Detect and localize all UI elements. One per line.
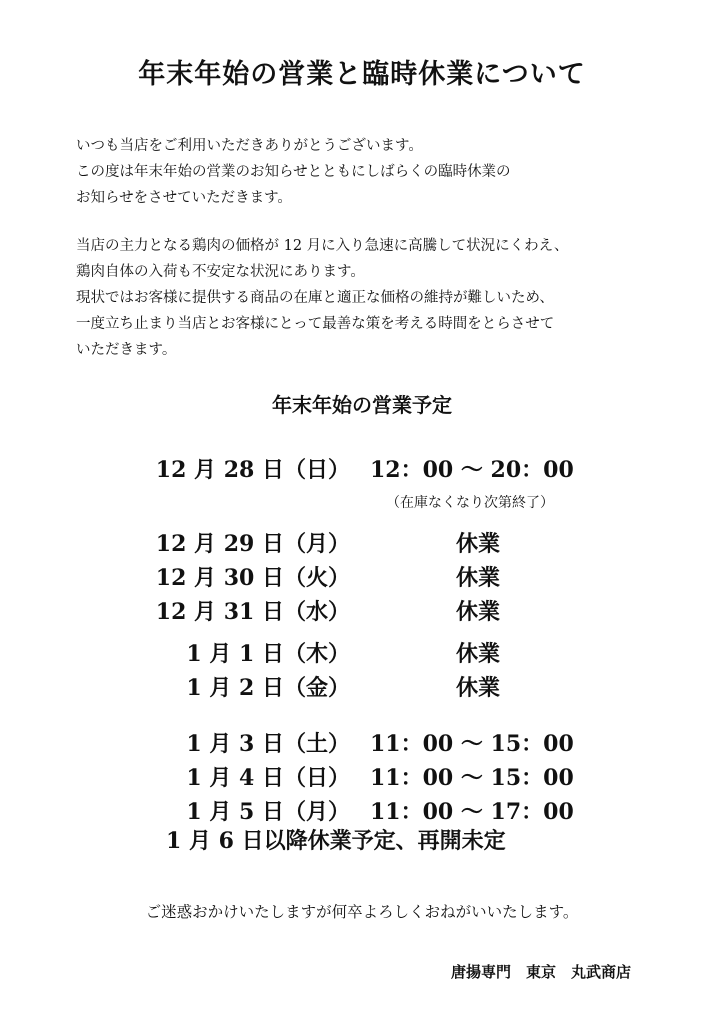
schedule-row xyxy=(0,671,724,705)
schedule-date: 12 月 29 日（月） xyxy=(155,531,350,557)
schedule-date: 12 月 31 日（水） xyxy=(155,599,350,625)
page-title: 年末年始の営業と臨時休業について xyxy=(138,59,586,90)
shop-signature: 唐揚専門 東京 丸武商店 xyxy=(451,963,632,981)
schedule-date: 1 月 1 日（木） xyxy=(186,641,350,667)
schedule-date: 1 月 3 日（土） xyxy=(186,731,350,757)
schedule-row xyxy=(0,527,724,561)
schedule-hours: 11：00 ～ 15：00 xyxy=(370,731,574,757)
schedule-row xyxy=(0,727,724,761)
reason-line: 当店の主力となる鶏肉の価格が 12 月に入り急速に高騰して状況にくわえ、 xyxy=(76,238,569,254)
schedule-title: 年末年始の営業予定 xyxy=(272,393,452,417)
reason-line: 一度立ち止まり当店とお客様にとって最善な策を考える時間をとらさせて xyxy=(76,316,555,332)
intro-line: この度は年末年始の営業のお知らせとともにしばらくの臨時休業の xyxy=(76,164,511,180)
schedule-note: （在庫なくなり次第終了） xyxy=(386,495,554,511)
schedule-row xyxy=(0,453,724,487)
intro-line: いつも当店をご利用いただきありがとうございます。 xyxy=(76,138,423,154)
schedule-row xyxy=(0,761,724,795)
reason-line: 現状ではお客様に提供する商品の在庫と適正な価格の維持が難しいため、 xyxy=(76,290,554,306)
reason-paragraph xyxy=(76,233,569,363)
schedule-date: 12 月 30 日（火） xyxy=(155,565,350,591)
schedule-hours: 12：00 ～ 20：00 xyxy=(370,457,574,483)
schedule-hours: 11：00 ～ 17：00 xyxy=(370,799,574,825)
schedule-closed-label: 休業 xyxy=(456,599,501,625)
schedule-row xyxy=(0,637,724,671)
schedule-date: 1 月 2 日（金） xyxy=(186,675,350,701)
schedule-closed-label: 休業 xyxy=(456,641,501,667)
schedule-closed-label: 休業 xyxy=(456,531,501,557)
reason-line: いただきます。 xyxy=(76,342,177,358)
schedule-date: 1 月 4 日（日） xyxy=(186,765,350,791)
reason-line: 鶏肉自体の入荷も不安定な状況にあります。 xyxy=(76,264,365,280)
intro-line: お知らせをさせていただきます。 xyxy=(76,190,292,206)
schedule-row xyxy=(0,561,724,595)
closing-message: ご迷惑おかけいたしますが何卒よろしくおねがいいたします。 xyxy=(145,903,579,921)
schedule-date: 12 月 28 日（日） xyxy=(155,457,350,483)
intro-paragraph xyxy=(76,133,511,211)
schedule-closed-label: 休業 xyxy=(456,675,501,701)
closure-notice: 1 月 6 日以降休業予定、再開未定 xyxy=(166,828,506,854)
schedule-closed-label: 休業 xyxy=(456,565,501,591)
schedule-hours: 11：00 ～ 15：00 xyxy=(370,765,574,791)
schedule-date: 1 月 5 日（月） xyxy=(186,799,350,825)
schedule-row xyxy=(0,595,724,629)
